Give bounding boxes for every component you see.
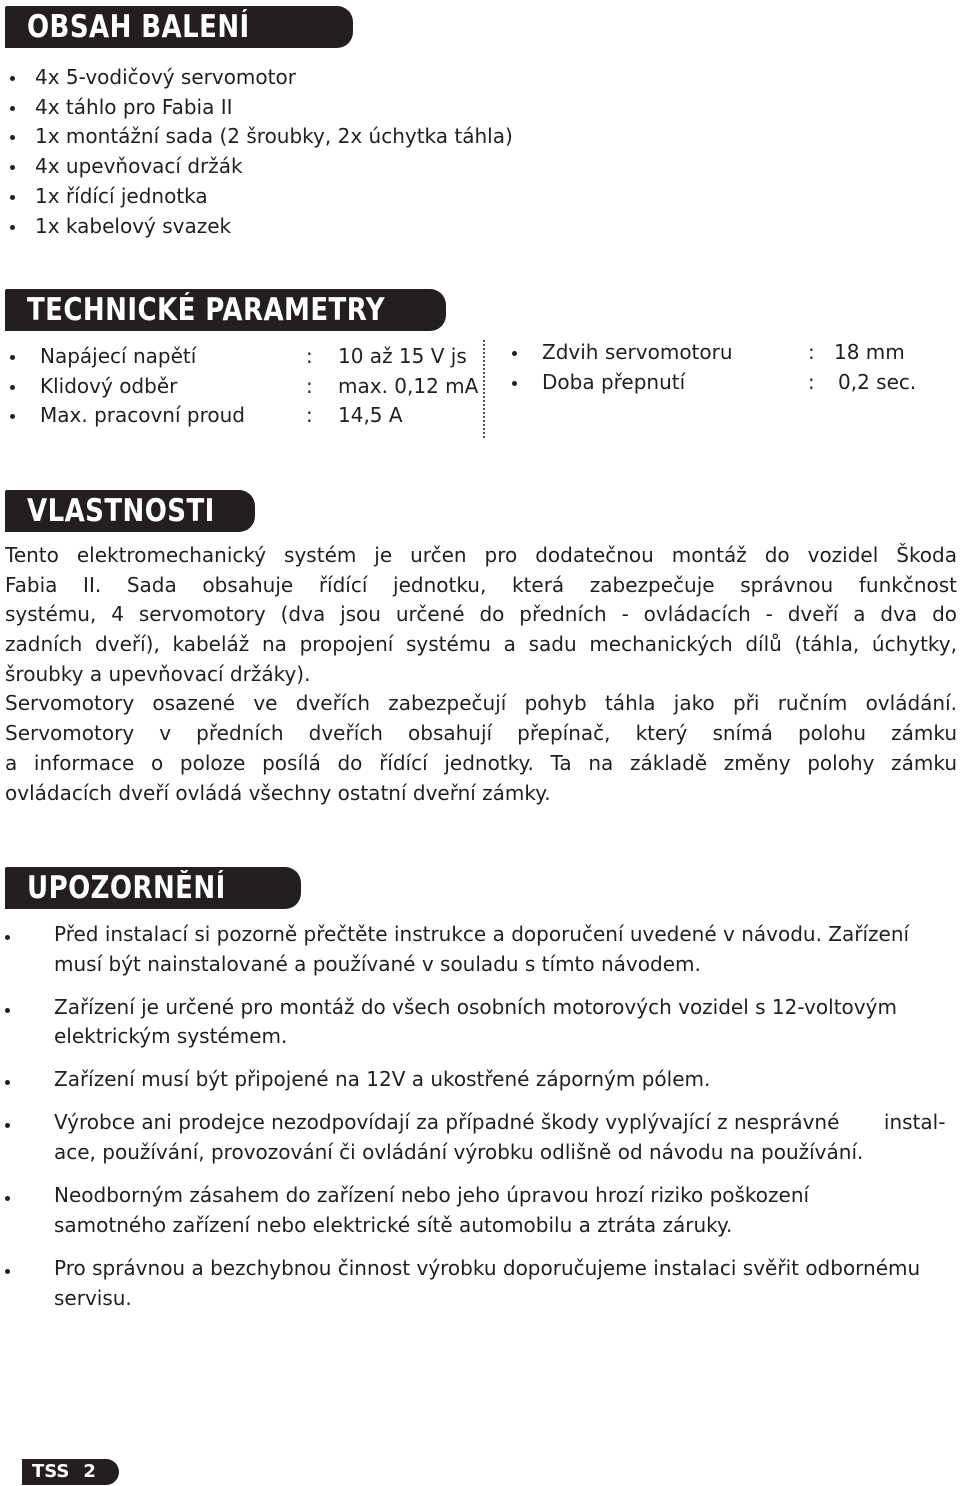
list-item-line: samotného zařízení nebo elektrické sítě automobilu a ztráta záruky. xyxy=(54,1212,733,1237)
list-item-line: Výrobce ani prodejce nezodpovídají za případné škody vyplývající z nesprávné instal- xyxy=(54,1110,946,1135)
section-header-tech xyxy=(5,289,446,331)
list-item xyxy=(5,1181,957,1240)
list-item: 4x 5-vodičový servomotor xyxy=(5,63,513,93)
list-item: 1x řídící jednotka xyxy=(5,182,513,212)
list-item xyxy=(5,1108,957,1167)
section-header-package xyxy=(5,6,353,48)
bullet-icon xyxy=(512,351,517,356)
warning-list xyxy=(5,920,957,1327)
param-value: 14,5 A xyxy=(338,403,403,427)
paragraph-line: Fabia II. Sada obsahuje řídící jednotku, která zabezpečuje správnou funkčnost xyxy=(5,572,957,597)
section-title: UPOZORNĚNÍ xyxy=(27,870,226,906)
bullet-icon xyxy=(10,385,15,390)
section-title: VLASTNOSTI xyxy=(27,493,215,529)
param-value: max. 0,12 mA xyxy=(338,374,479,398)
list-item-line: Před instalací si pozorně přečtěte instrukce a doporučení uvedené v návodu. Zařízení xyxy=(54,922,910,946)
list-item-line: elektrickým systémem. xyxy=(54,1024,288,1049)
list-item-line: musí být nainstalované a používané v souladu s tímto návodem. xyxy=(54,951,701,976)
page-number: 2 xyxy=(83,1461,96,1482)
list-item: 1x montážní sada (2 šroubky, 2x úchytka táhla) xyxy=(5,122,513,152)
list-item: 4x upevňovací držák xyxy=(5,152,513,182)
list-item: 4x táhlo pro Fabia II xyxy=(5,93,513,123)
features-paragraph xyxy=(5,541,957,808)
param-label: Napájecí napětí xyxy=(40,344,197,368)
list-item-line: ace, používání, provozování či ovládání výrobku odlišně od návodu na používání. xyxy=(54,1140,864,1165)
param-colon: : xyxy=(306,374,313,398)
param-value: 0,2 sec. xyxy=(838,370,917,394)
param-label: Max. pracovní proud xyxy=(40,403,245,427)
list-item xyxy=(5,993,957,1052)
section-title: OBSAH BALENÍ xyxy=(27,9,250,45)
paragraph-line: systému, 4 servomotory (dva jsou určené do předních - ovládacích - dveří a dva do xyxy=(5,602,957,627)
list-item-line: Zařízení musí být připojené na 12V a ukostřené záporným pólem. xyxy=(54,1067,711,1092)
paragraph-line: šroubky a upevňovací držáky). xyxy=(5,661,311,686)
paragraph-line: a informace o poloze posílá do řídící jednotky. Ta na základě změny polohy zámku xyxy=(5,750,957,775)
param-label: Doba přepnutí xyxy=(542,370,686,394)
list-item-line: Neodborným zásahem do zařízení nebo jeho úpravou hrozí riziko poškození xyxy=(54,1183,810,1208)
section-header-warning xyxy=(5,867,301,909)
paragraph-line: ovládacích dveří ovládá všechny ostatní dveřní zámky. xyxy=(5,780,551,805)
section-title: TECHNICKÉ PARAMETRY xyxy=(27,292,386,328)
section-header-features xyxy=(5,490,255,532)
list-item-line: servisu. xyxy=(54,1285,132,1310)
bullet-icon xyxy=(10,355,15,360)
list-item: 1x kabelový svazek xyxy=(5,212,513,242)
paragraph-line: Servomotory osazené ve dveřích zabezpečují pohyb táhla jako při ručním ovládání. xyxy=(5,691,957,716)
bullet-icon xyxy=(512,381,517,386)
param-colon: : xyxy=(306,403,313,427)
paragraph-line: Servomotory v předních dveřích obsahují přepínač, který snímá polohu zámku xyxy=(5,721,957,746)
list-item xyxy=(5,1065,957,1095)
list-item xyxy=(5,1254,957,1313)
package-list xyxy=(5,63,513,241)
param-label: Klidový odběr xyxy=(40,374,178,398)
param-value: 18 mm xyxy=(834,340,905,364)
list-item xyxy=(5,920,957,979)
bullet-icon xyxy=(10,414,15,419)
param-colon: : xyxy=(306,344,313,368)
param-colon: : xyxy=(808,370,815,394)
paragraph-line: Tento elektromechanický systém je určen pro dodatečnou montáž do vozidel Škoda xyxy=(5,543,957,567)
list-item-line: Zařízení je určené pro montáž do všech osobních motorových vozidel s 12-voltovým xyxy=(54,994,897,1019)
param-colon: : xyxy=(808,340,815,364)
footer-brand: TSS xyxy=(32,1461,70,1482)
column-divider xyxy=(483,340,485,438)
param-value: 10 až 15 V js xyxy=(338,344,467,368)
list-item-line: Pro správnou a bezchybnou činnost výrobku doporučujeme instalaci svěřit odbornému xyxy=(54,1255,921,1280)
param-label: Zdvih servomotoru xyxy=(542,340,733,364)
paragraph-line: zadních dveří), kabeláž na propojení systému a sadu mechanických dílů (táhla, úchytky, xyxy=(5,632,957,657)
page-footer-tab xyxy=(22,1459,119,1485)
